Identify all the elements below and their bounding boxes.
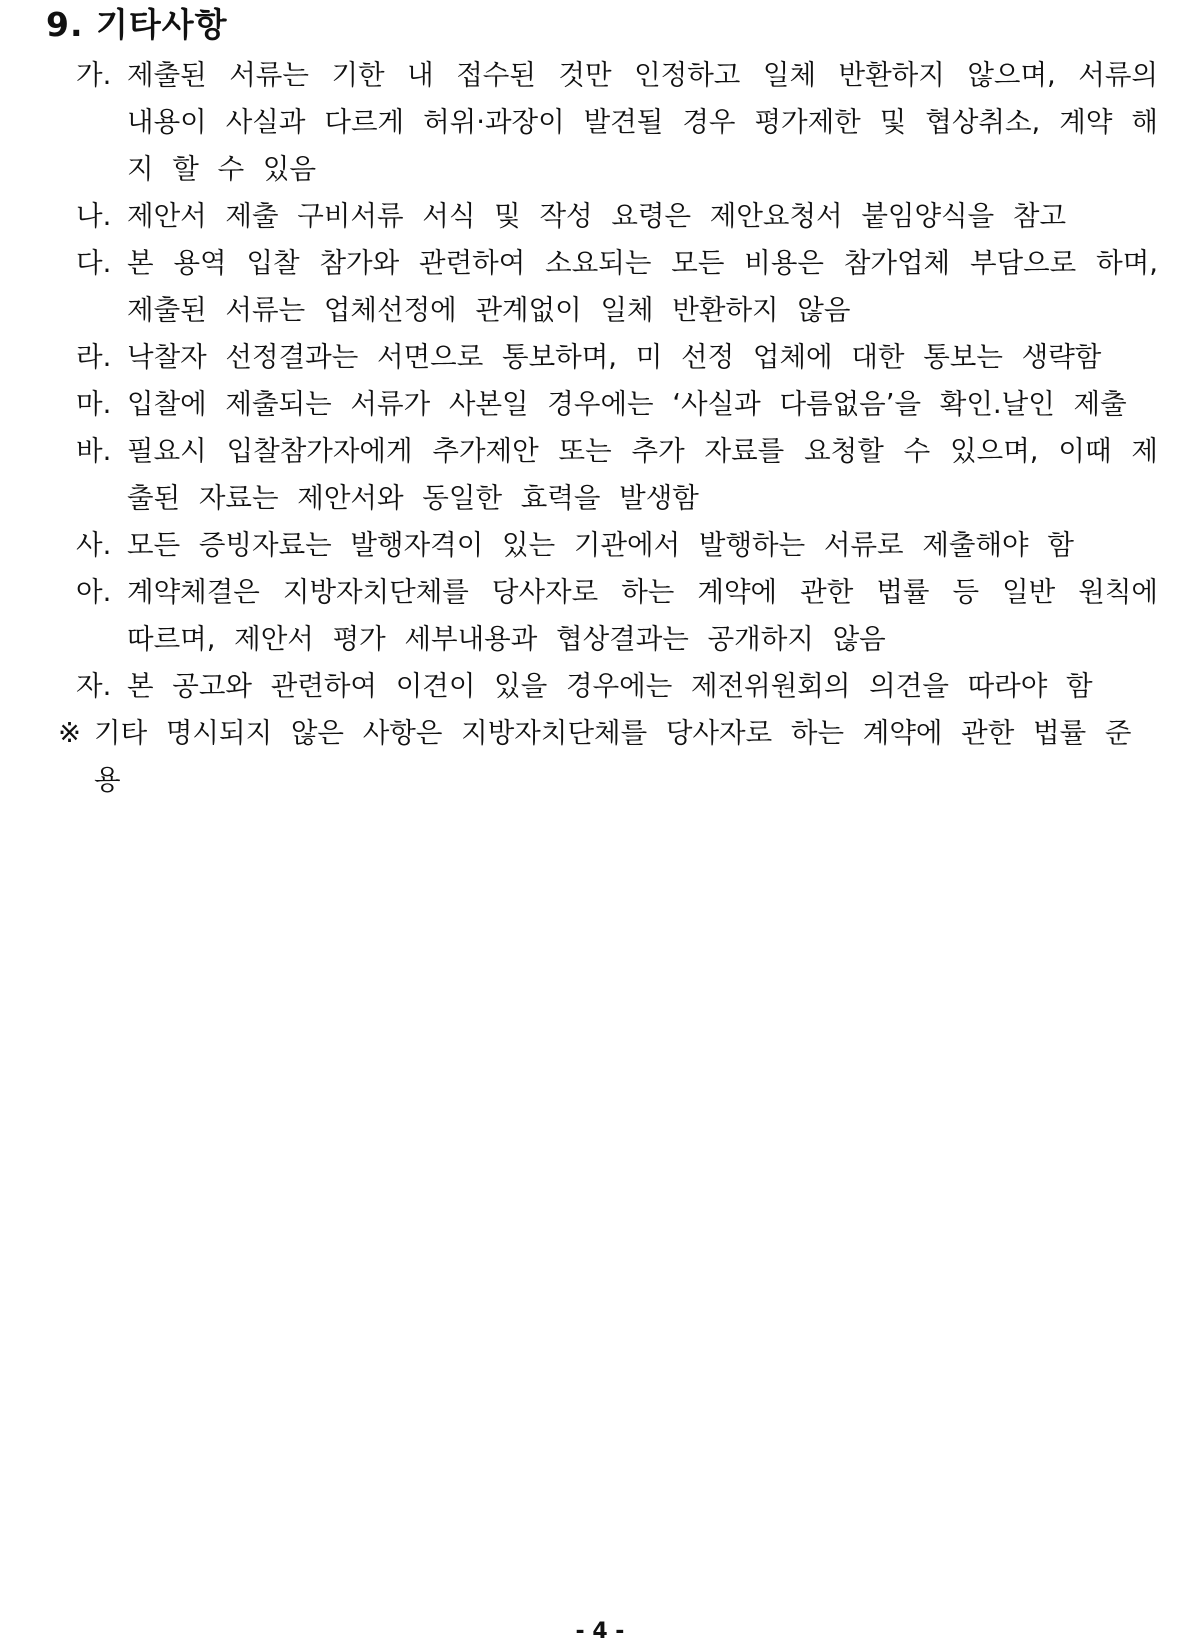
list-item xyxy=(0,240,1200,334)
list-item xyxy=(0,381,1200,428)
item-list xyxy=(0,52,1200,804)
note-text: 기타 명시되지 않은 사항은 지방자치단체를 당사자로 하는 계약에 관한 법률 준용 xyxy=(94,717,1132,796)
list-item xyxy=(0,193,1200,240)
item-text: 계약체결은 지방자치단체를 당사자로 하는 계약에 관한 법률 등 일반 원칙에 따르며, 제안서 평가 세부내용과 협상결과는 공개하지 않음 xyxy=(127,576,1158,655)
item-marker: 바. xyxy=(76,435,112,467)
item-marker: 마. xyxy=(76,388,112,420)
item-marker: 다. xyxy=(76,247,112,279)
list-item xyxy=(0,569,1200,663)
list-item xyxy=(0,663,1200,710)
item-marker: 사. xyxy=(76,529,112,561)
item-text: 제출된 서류는 기한 내 접수된 것만 인정하고 일체 반환하지 않으며, 서류의 내용이 사실과 다르게 허위·과장이 발견될 경우 평가제한 및 협상취소, 계약 해지 할 수 있음 xyxy=(127,59,1158,185)
note-item xyxy=(0,710,1200,804)
item-text: 본 공고와 관련하여 이견이 있을 경우에는 제전위원회의 의견을 따라야 함 xyxy=(127,670,1093,702)
item-marker: 아. xyxy=(76,576,112,608)
item-text: 필요시 입찰참가자에게 추가제안 또는 추가 자료를 요청할 수 있으며, 이때 제출된 자료는 제안서와 동일한 효력을 발생함 xyxy=(127,435,1158,514)
item-text: 입찰에 제출되는 서류가 사본일 경우에는 ‘사실과 다름없음’을 확인.날인 제출 xyxy=(127,388,1127,420)
item-marker: 자. xyxy=(76,670,112,702)
item-marker: 가. xyxy=(76,59,112,91)
page-number: - 4 - xyxy=(575,1619,625,1644)
list-item xyxy=(0,52,1200,193)
item-marker: 나. xyxy=(76,200,112,232)
section-title: 9. 기타사항 xyxy=(46,5,228,44)
list-item xyxy=(0,334,1200,381)
item-text: 제안서 제출 구비서류 서식 및 작성 요령은 제안요청서 붙임양식을 참고 xyxy=(127,200,1067,232)
list-item xyxy=(0,428,1200,522)
list-item xyxy=(0,522,1200,569)
item-text: 본 용역 입찰 참가와 관련하여 소요되는 모든 비용은 참가업체 부담으로 하며, 제출된 서류는 업체선정에 관계없이 일체 반환하지 않음 xyxy=(127,247,1158,326)
item-text: 낙찰자 선정결과는 서면으로 통보하며, 미 선정 업체에 대한 통보는 생략함 xyxy=(127,341,1102,373)
item-text: 모든 증빙자료는 발행자격이 있는 기관에서 발행하는 서류로 제출해야 함 xyxy=(127,529,1074,561)
reference-mark-icon: ※ xyxy=(58,717,82,749)
item-marker: 라. xyxy=(76,341,112,373)
